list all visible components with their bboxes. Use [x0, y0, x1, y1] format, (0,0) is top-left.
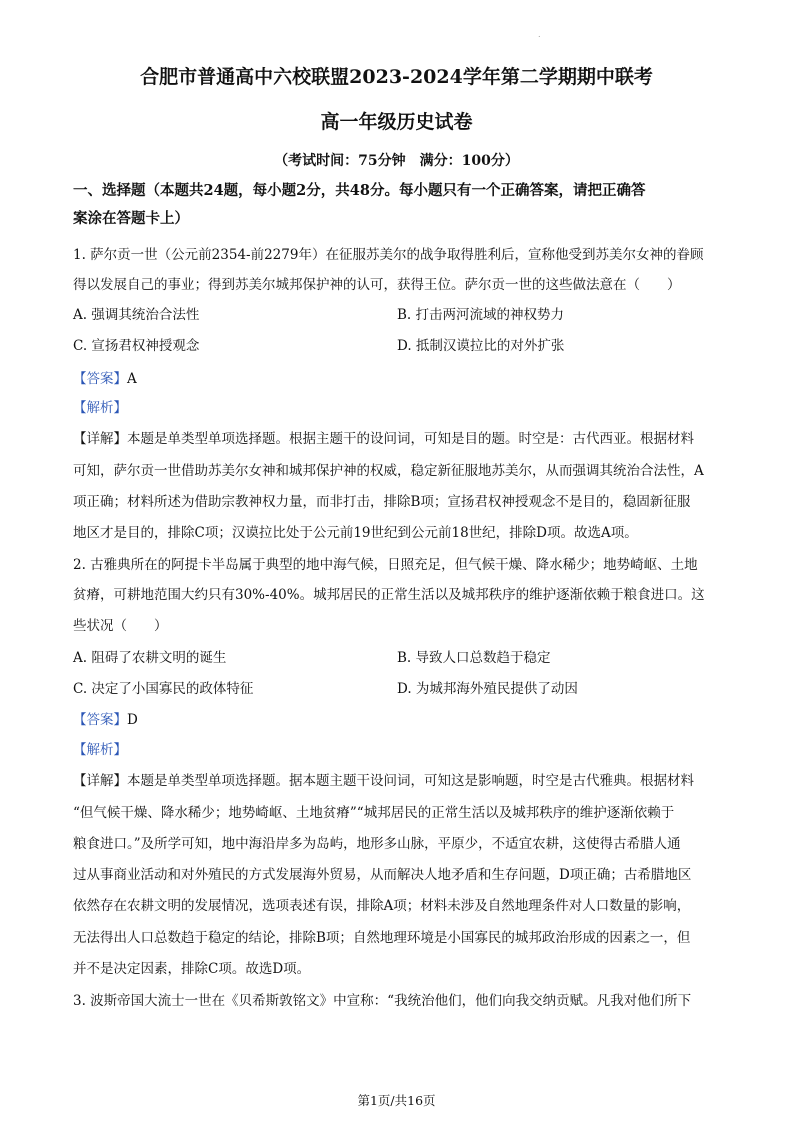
detail-text: 本题是单类型单项选择题。据本题主题干设问词，可知这是影响题，时空是古代雅典。根据材料: [127, 773, 694, 789]
q2-detail-line2: “但气候干燥、降水稀少；地势崎岖、土地贫瘠”“城邦居民的正常生活以及城邦秩序的维护逐渐依赖于: [73, 805, 675, 821]
detail-tag: 【详解】: [73, 773, 127, 789]
page-mark: .: [538, 30, 541, 39]
q1-analysis-tag: 【解析】: [73, 400, 127, 416]
q1-stem-line2: 得以发展自己的事业；得到苏美尔城邦保护神的认可，获得王位。萨尔贡一世的这些做法意在（ ）: [73, 277, 681, 293]
q2-detail-line5: 依然存在农耕文明的发展情况，选项表述有误，排除A项；材料未涉及自然地理条件对人口数量的影响，: [73, 898, 691, 914]
q2-option-d: D. 为城邦海外殖民提供了动因: [397, 681, 578, 697]
q2-analysis-tag: 【解析】: [73, 742, 127, 758]
q2-option-c: C. 决定了小国寡民的政体特征: [73, 681, 254, 697]
q3-stem-line1: 3. 波斯帝国大流士一世在《贝希斯敦铭文》中宣称：“我统治他们，他们向我交纳贡赋。凡我对他们所下: [73, 993, 692, 1009]
q1-detail-line3: 项正确；材料所述为借助宗教神权力量，而非打击，排除B项；宣扬君权神授观念不是目的，稳固新征服: [73, 494, 691, 510]
q1-stem-line1: 1. 萨尔贡一世（公元前2354-前2279年）在征服苏美尔的战争取得胜利后，宣称他受到苏美尔女神的眷顾: [73, 247, 704, 263]
q2-detail-line3: 粮食进口。”及所学可知，地中海沿岸多为岛屿，地形多山脉，平原少，不适宜农耕，这使得古希腊人通: [73, 836, 681, 852]
answer-value: D: [127, 712, 138, 728]
q2-stem-line2: 贫瘠，可耕地范围大约只有30%-40%。城邦居民的正常生活以及城邦秩序的维护逐渐依赖于粮食进口。这: [73, 587, 705, 603]
q2-detail-line7: 并不是决定因素，排除C项。故选D项。: [73, 961, 311, 977]
q2-answer: [73, 711, 725, 729]
q1-detail-line2: 可知，萨尔贡一世借助苏美尔女神和城邦保护神的权威，稳定新征服地苏美尔，从而强调其统治合法性，A: [73, 463, 704, 479]
q2-stem-line3: 些状况（ ）: [73, 618, 168, 634]
exam-info: （考试时间：75分钟 满分：100分）: [274, 153, 519, 169]
q2-detail-line1: [73, 772, 725, 790]
page-footer: 第1页/共16页: [357, 1093, 436, 1108]
q1-option-c: C. 宣扬君权神授观念: [73, 338, 200, 354]
detail-text: 本题是单类型单项选择题。根据主题干的设问词，可知是目的题。时空是：古代西亚。根据材料: [127, 431, 694, 447]
exam-title: 合肥市普通高中六校联盟2023-2024学年第二学期期中联考: [140, 66, 653, 88]
q1-option-a: A. 强调其统治合法性: [73, 307, 200, 323]
detail-tag: 【详解】: [73, 431, 127, 447]
q1-option-b: B. 打击两河流域的神权势力: [397, 307, 565, 323]
q1-detail-line4: 地区才是目的，排除C项；汉谟拉比处于公元前19世纪到公元前18世纪，排除D项。故选A项。: [73, 525, 638, 541]
answer-tag: 【答案】: [73, 712, 127, 728]
q2-option-b: B. 导致人口总数趋于稳定: [397, 650, 551, 666]
answer-tag: 【答案】: [73, 371, 127, 387]
section-heading-line2: 案涂在答题卡上）: [73, 210, 189, 227]
exam-subtitle: 高一年级历史试卷: [320, 111, 473, 133]
q2-option-a: A. 阻碍了农耕文明的诞生: [73, 650, 227, 666]
q2-detail-line6: 无法得出人口总数趋于稳定的结论，排除B项；自然地理环境是小国寡民的城邦政治形成的因素之一，但: [73, 930, 691, 946]
q1-option-d: D. 抵制汉谟拉比的对外扩张: [397, 338, 565, 354]
answer-value: A: [127, 371, 137, 387]
q1-answer: [73, 370, 725, 388]
section-heading-line1: 一、选择题（本题共24题，每小题2分，共48分。每小题只有一个正确答案，请把正确答: [73, 182, 646, 199]
q1-detail-line1: [73, 430, 725, 448]
q2-detail-line4: 过从事商业活动和对外殖民的方式发展海外贸易，从而解决人地矛盾和生存问题，D项正确；古希腊地区: [73, 867, 692, 883]
q2-stem-line1: 2. 古雅典所在的阿提卡半岛属于典型的地中海气候，日照充足，但气候干燥、降水稀少；地势崎岖、土地: [73, 557, 698, 573]
